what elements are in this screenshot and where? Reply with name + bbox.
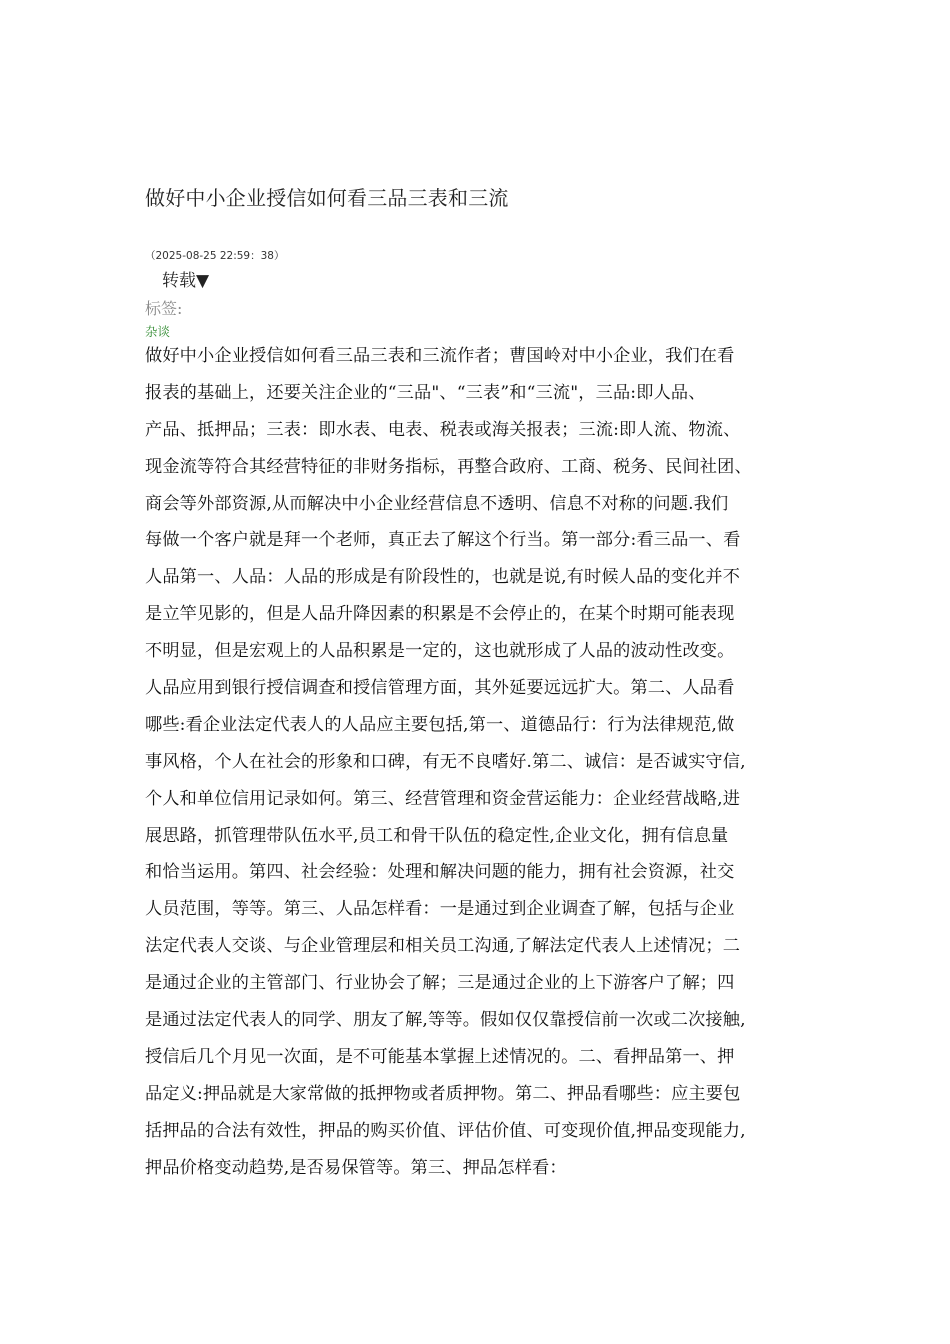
- body-line: 人品应用到银行授信调查和授信管理方面，其外延要远远扩大。第二、人品看: [145, 678, 735, 699]
- body-line: 展思路，抓管理带队伍水平,员工和骨干队伍的稳定性,企业文化，拥有信息量: [145, 825, 729, 846]
- tag-link[interactable]: 杂谈: [145, 324, 171, 339]
- body-line: 人员范围，等等。第三、人品怎样看：一是通过到企业调查了解，包括与企业: [145, 899, 735, 920]
- body-line: 品定义:押品就是大家常做的抵押物或者质押物。第二、押品看哪些：应主要包: [145, 1083, 741, 1104]
- body-line: 押品价格变动趋势,是否易保管等。第三、押品怎样看：: [145, 1157, 567, 1178]
- body-line: 人品第一、人品：人品的形成是有阶段性的，也就是说,有时候人品的变化并不: [145, 567, 741, 588]
- body-line: 和恰当运用。第四、社会经验：处理和解决问题的能力，拥有社会资源，社交: [145, 862, 735, 883]
- body-line: 现金流等符合其经营特征的非财务指标，再整合政府、工商、税务、民间社团、: [145, 456, 752, 477]
- body-line: 是立竿见影的，但是人品升降因素的积累是不会停止的，在某个时期可能表现: [145, 604, 735, 625]
- body-line: 授信后几个月见一次面，是不可能基本掌握上述情况的。二、看押品第一、押: [145, 1046, 735, 1067]
- article-title: 做好中小企业授信如何看三品三表和三流: [145, 186, 509, 210]
- body-line: 不明显，但是宏观上的人品积累是一定的，这也就形成了人品的波动性改变。: [145, 641, 735, 662]
- body-line: 每做一个客户就是拜一个老师，真正去了解这个行当。第一部分:看三品一、看: [145, 530, 741, 551]
- body-line: 哪些:看企业法定代表人的人品应主要包括,第一、道德品行：行为法律规范,做: [145, 714, 735, 735]
- body-line: 产品、抵押品；三表：即水表、电表、税表或海关报表；三流:即人流、物流、: [145, 419, 741, 440]
- body-line: 报表的基础上，还要关注企业的“三品"、“三表”和“三流"，三品:即人品、: [145, 382, 706, 403]
- repost-dropdown[interactable]: 转载▼: [162, 271, 210, 291]
- body-line: 事风格，个人在社会的形象和口碑，有无不良嗜好.第二、诚信：是否诚实守信,: [145, 751, 746, 772]
- body-line: 是通过企业的主管部门、行业协会了解；三是通过企业的上下游客户了解；四: [145, 973, 735, 994]
- body-line: 括押品的合法有效性，押品的购买价值、评估价值、可变现价值,押品变现能力,: [145, 1120, 746, 1141]
- tags-label: 标签:: [145, 299, 183, 318]
- article-timestamp: （2025-08-25 22:59：38）: [145, 250, 285, 262]
- body-line: 是通过法定代表人的同学、朋友了解,等等。假如仅仅靠授信前一次或二次接触,: [145, 1010, 746, 1031]
- body-line: 做好中小企业授信如何看三品三表和三流作者；曹国岭对中小企业，我们在看: [145, 346, 735, 366]
- body-line: 商会等外部资源,从而解决中小企业经营信息不透明、信息不对称的问题.我们: [145, 493, 729, 514]
- body-line: 个人和单位信用记录如何。第三、经营管理和资金营运能力：企业经营战略,进: [145, 788, 741, 809]
- body-line: 法定代表人交谈、与企业管理层和相关员工沟通,了解法定代表人上述情况；二: [145, 936, 741, 957]
- article-body: [145, 341, 835, 1189]
